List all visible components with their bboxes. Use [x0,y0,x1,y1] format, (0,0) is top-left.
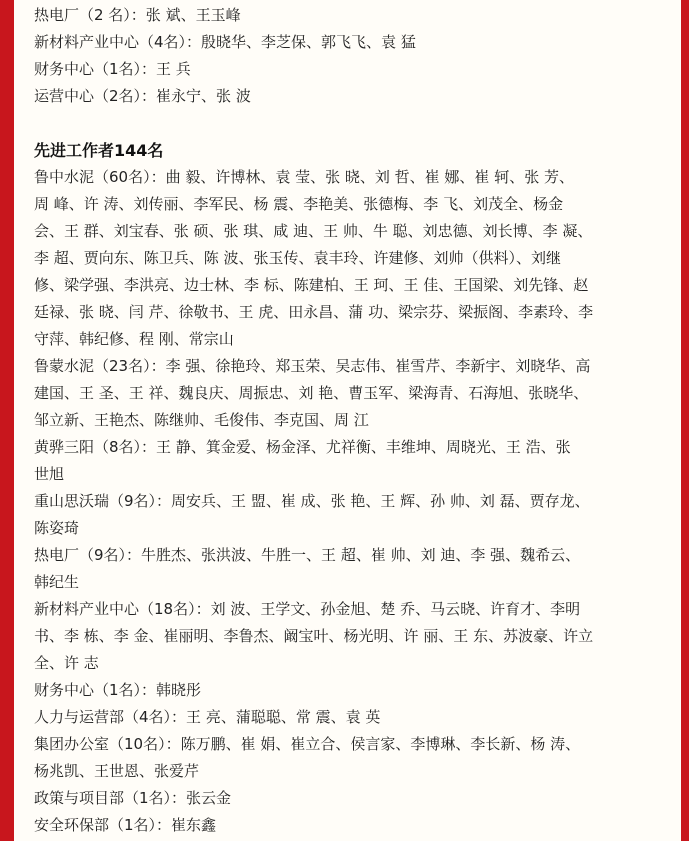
text-line: 运营中心（2名）：崔永宁、张 波 [34,87,251,105]
text-line: 财务中心（1名）：王 兵 [34,60,191,78]
left-red-border [0,0,14,841]
honor-roll-text [34,2,656,839]
text-line: 会、王 群、刘宝春、张 硕、张 琪、咸 迪、王 帅、牛 聪、刘忠德、刘长博、李 凝、 [34,222,593,240]
text-line: 守萍、韩纪修、程 刚、常宗山 [34,330,234,348]
text-line: 世旭 [34,465,65,483]
text-line: 书、李 栋、李 金、崔丽明、李鲁杰、阚宝叶、杨光明、许 丽、王 东、苏波豪、许立 [34,627,594,645]
text-line: 新材料产业中心（18名）：刘 波、王学文、孙金旭、楚 乔、马云晓、许育才、李明 [34,600,581,618]
text-line: 李 超、贾向东、陈卫兵、陈 波、张玉传、袁丰玲、许建修、刘帅（供料）、刘继 [34,249,562,267]
text-line: 热电厂（2 名）：张 斌、王玉峰 [34,6,241,24]
text-line: 建国、王 圣、王 祥、魏良庆、周振忠、刘 艳、曹玉军、梁海青、石海旭、张晓华、 [34,384,589,402]
text-line: 陈姿琦 [34,519,80,537]
right-red-border [681,0,689,841]
text-line: 政策与项目部（1名）：张云金 [34,789,232,807]
text-line: 财务中心（1名）：韩晓彤 [34,681,202,699]
section-spacer [34,110,656,137]
text-line: 安全环保部（1名）：崔东鑫 [34,816,217,834]
text-line: 韩纪生 [34,573,80,591]
text-line: 周 峰、许 涛、刘传丽、李军民、杨 震、李艳美、张德梅、李 飞、刘茂全、杨金 [34,195,564,213]
text-line: 黄骅三阳（8名）：王 静、箕金爱、杨金泽、尤祥衡、丰维坤、周晓光、王 浩、张 [34,438,571,456]
text-line: 全、许 志 [34,654,99,672]
text-line: 热电厂（9名）：牛胜杰、张洪波、牛胜一、王 超、崔 帅、刘 迪、李 强、魏希云、 [34,546,581,564]
text-line: 邹立新、王艳杰、陈继帅、毛俊伟、李克国、周 江 [34,411,369,429]
text-line: 鲁蒙水泥（23名）：李 强、徐艳玲、郑玉荣、吴志伟、崔雪芹、李新宇、刘晓华、高 [34,357,591,375]
text-line: 重山思沃瑞（9名）：周安兵、王 盟、崔 成、张 艳、王 辉、孙 帅、刘 磊、贾存龙、 [34,492,590,510]
text-line: 鲁中水泥（60名）：曲 毅、许博林、袁 莹、张 晓、刘 哲、崔 娜、崔 轲、张 芳、 [34,168,574,186]
text-line: 新材料产业中心（4名）：殷晓华、李芝保、郭飞飞、袁 猛 [34,33,416,51]
section-title: 先进工作者144名 [34,141,164,160]
text-line: 人力与运营部（4名）：王 亮、蒲聪聪、常 震、袁 英 [34,708,381,726]
text-line: 杨兆凯、王世恩、张爱芹 [34,762,200,780]
text-line: 集团办公室（10名）：陈万鹏、崔 娟、崔立合、侯言家、李博琳、李长新、杨 涛、 [34,735,581,753]
text-line: 修、梁学强、李洪亮、边士林、李 标、陈建柏、王 珂、王 佳、王国梁、刘先锋、赵 [34,276,589,294]
text-line: 廷禄、张 晓、闫 芹、徐敬书、王 虎、田永昌、蒲 功、梁宗芬、梁振阁、李素玲、李 [34,303,594,321]
